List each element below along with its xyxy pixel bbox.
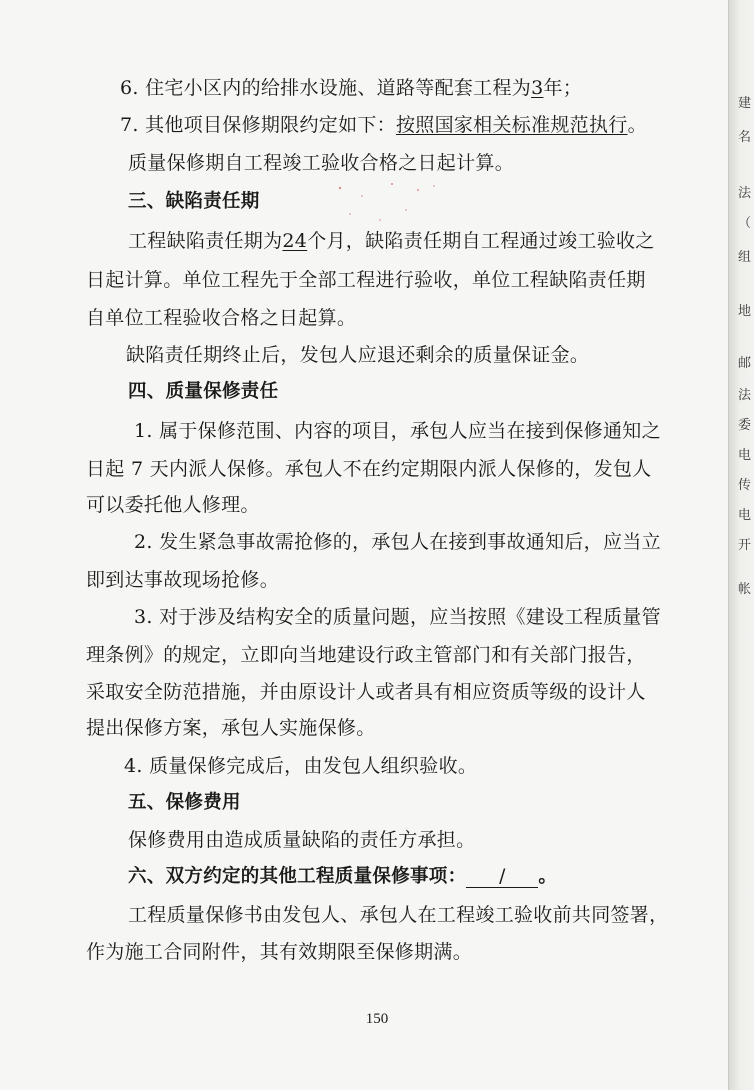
responsibility-2-line1: 2. 发生紧急事故需抢修的，承包人在接到事故通知后，应当立: [134, 531, 661, 553]
margin-fragment: 邮: [738, 356, 752, 371]
section-3-heading: 三、缺陷责任期: [128, 191, 260, 212]
item-6-years: 3: [531, 77, 544, 99]
closing-line1: 工程质量保修书由发包人、承包人在工程竣工验收前共同签署，: [128, 904, 669, 926]
responsibility-1-line3: 可以委托他人修理。: [86, 494, 260, 516]
item-7-suffix: 。: [627, 114, 647, 136]
section-6-heading-text: 六、双方约定的其他工程质量保修事项：: [128, 866, 467, 887]
margin-fragment: 委: [738, 418, 752, 433]
margin-fragment: （: [738, 216, 752, 231]
responsibility-1-line2: 日起 7 天内派人保修。承包人不在约定期限内派人保修的，发包人: [86, 458, 652, 480]
margin-fragment: 帐: [738, 582, 752, 597]
closing-line2: 作为施工合同附件，其有效期限至保修期满。: [86, 941, 473, 963]
margin-fragment: 电: [738, 508, 752, 523]
section-3-para2: 缺陷责任期终止后，发包人应退还剩余的质量保证金。: [126, 344, 590, 366]
section-3-para1-line1: [128, 229, 655, 253]
margin-fragment: 名: [738, 130, 752, 145]
section-5-text: 保修费用由造成质量缺陷的责任方承担。: [128, 829, 476, 851]
responsibility-3-line3: 采取安全防范措施，并由原设计人或者具有相应资质等级的设计人: [86, 681, 646, 703]
seal-ink-specks: [322, 176, 452, 236]
defect-period-months: 24: [282, 230, 308, 252]
warranty-item-7: [120, 113, 647, 137]
item-6-text: 6. 住宅小区内的给排水设施、道路等配套工程为: [120, 77, 532, 99]
section-4-heading: 四、质量保修责任: [128, 381, 279, 402]
warranty-start-sentence: 质量保修期自工程竣工验收合格之日起计算。: [128, 152, 515, 174]
margin-fragment: 法: [738, 186, 752, 201]
section-5-heading: 五、保修费用: [128, 792, 241, 813]
item-7-text: 7. 其他项目保修期限约定如下：: [120, 114, 396, 136]
item-7-value: 按照国家相关标准规范执行: [395, 114, 628, 136]
margin-fragment: 建: [738, 96, 752, 111]
margin-fragment: 组: [738, 250, 752, 265]
responsibility-3-line2: 理条例》的规定，立即向当地建设行政主管部门和有关部门报告，: [86, 644, 646, 666]
margin-fragment: 传: [738, 478, 752, 493]
defect-period-rest: 个月，缺陷责任期自工程通过竣工验收之: [307, 230, 655, 252]
item-6-suffix: 年；: [543, 77, 583, 99]
section-3-para1-line2: 日起计算。单位工程先于全部工程进行验收，单位工程缺陷责任期: [86, 269, 646, 291]
margin-fragment: 开: [738, 538, 752, 553]
responsibility-2-line2: 即到达事故现场抢修。: [86, 569, 280, 591]
section-3-para1-line3: 自单位工程验收合格之日起算。: [86, 307, 357, 329]
section-6-suffix: 。: [538, 866, 558, 887]
section-6-heading: [128, 865, 557, 889]
defect-period-prefix: 工程缺陷责任期为: [128, 230, 283, 252]
responsibility-4: 4. 质量保修完成后，由发包人组织验收。: [124, 755, 478, 777]
margin-fragment: 地: [738, 304, 752, 319]
section-6-blank-field: /: [466, 867, 538, 888]
page-number: 150: [365, 1011, 389, 1027]
responsibility-3-line1: 3. 对于涉及结构安全的质量问题，应当按照《建设工程质量管: [134, 606, 661, 628]
margin-fragment: 法: [738, 388, 752, 403]
responsibility-3-line4: 提出保修方案，承包人实施保修。: [86, 717, 376, 739]
margin-fragment: 电: [738, 448, 752, 463]
warranty-item-6: [120, 76, 582, 100]
responsibility-1-line1: 1. 属于保修范围、内容的项目，承包人应当在接到保修通知之: [134, 420, 661, 442]
